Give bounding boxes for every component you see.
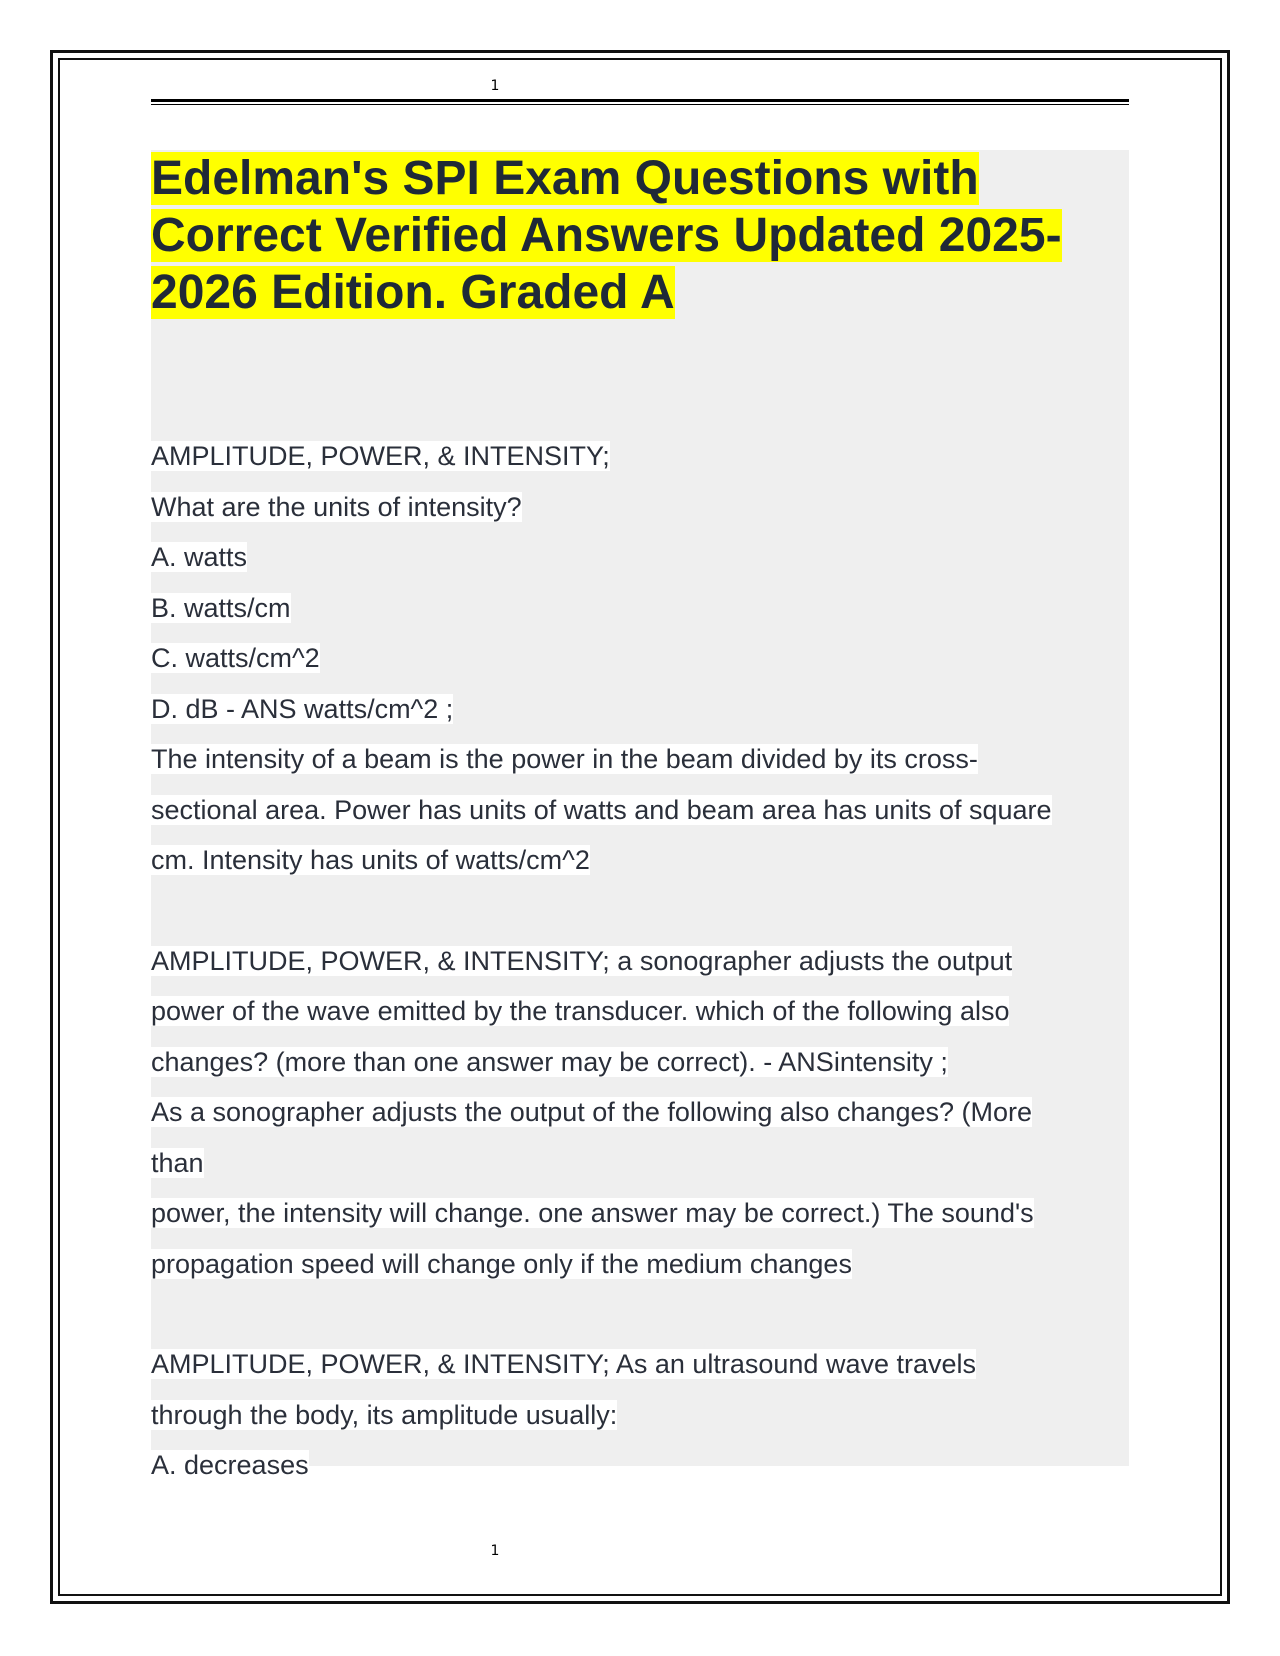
spacer (151, 886, 1129, 936)
text-line: B. watts/cm (151, 592, 291, 623)
title-line-3: 2026 Edition. Graded A (151, 266, 675, 319)
document-content (151, 150, 1129, 1491)
text-line: power of the wave emitted by the transducer. which of the following also (151, 996, 1010, 1026)
text-line: As a sonographer adjusts the output of the following also changes? (More (151, 1097, 1033, 1127)
text-line: AMPLITUDE, POWER, & INTENSITY; (151, 441, 610, 471)
text-line: through the body, its amplitude usually: (151, 1399, 618, 1430)
text-line: changes? (more than one answer may be correct). - ANSintensity ; (151, 1046, 948, 1077)
question-block-2 (151, 936, 1129, 1290)
question-block-1 (151, 431, 1129, 886)
header-rule (151, 99, 1129, 102)
spacer (151, 1289, 1129, 1339)
header-rule-thin (151, 104, 1129, 105)
header-page-number: 1 (490, 78, 500, 94)
text-line: A. watts (151, 542, 248, 572)
title-line-1: Edelman's SPI Exam Questions with (151, 152, 979, 205)
text-line: C. watts/cm^2 (151, 643, 320, 673)
text-line: power, the intensity will change. one answer may be correct.) The sound's (151, 1198, 1034, 1228)
text-line: The intensity of a beam is the power in the beam divided by its cross- (151, 744, 978, 774)
text-line: propagation speed will change only if the medium changes (151, 1248, 852, 1279)
text-line: What are the units of intensity? (151, 491, 522, 522)
text-line: sectional area. Power has units of watts and beam area has units of square (151, 794, 1052, 825)
footer-page-number: 1 (490, 1543, 500, 1559)
question-block-3 (151, 1339, 1129, 1491)
text-line: A. decreases (151, 1450, 309, 1480)
text-line: AMPLITUDE, POWER, & INTENSITY; As an ultrasound wave travels (151, 1349, 977, 1379)
title-line-2: Correct Verified Answers Updated 2025- (151, 209, 1062, 262)
document-title (151, 150, 1129, 321)
text-line: D. dB - ANS watts/cm^2 ; (151, 693, 454, 724)
spacer (151, 321, 1129, 431)
text-line: than (151, 1147, 204, 1178)
text-line: cm. Intensity has units of watts/cm^2 (151, 845, 590, 875)
text-line: AMPLITUDE, POWER, & INTENSITY; a sonographer adjusts the output (151, 945, 1013, 976)
